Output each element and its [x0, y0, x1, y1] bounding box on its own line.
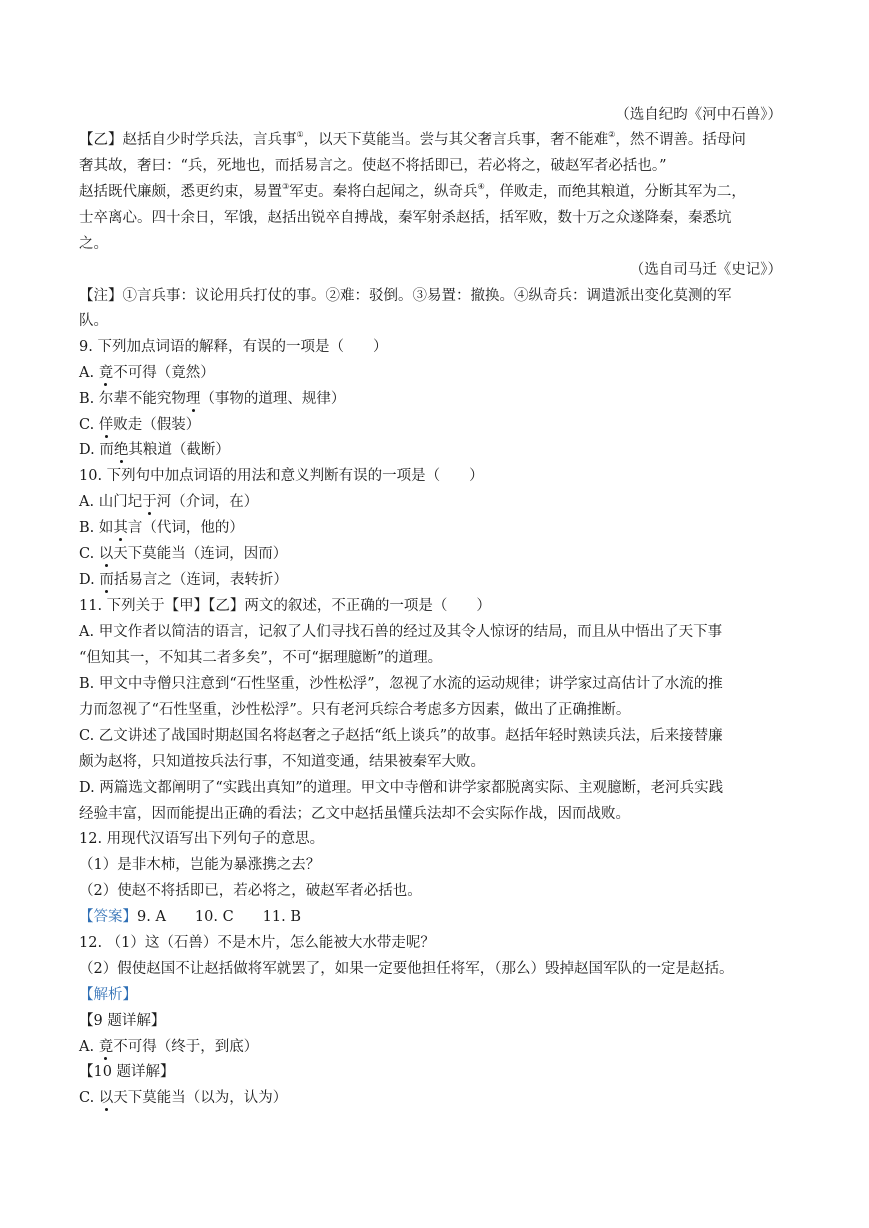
- question-9-stem: 9. 下列加点词语的解释，有误的一项是（ ）: [79, 339, 388, 355]
- question-12-sentence-1: （1）是非木柿，岂能为暴涨携之去？: [79, 857, 321, 873]
- text-segment: ，然不谓善。括母问: [615, 132, 746, 148]
- dotted-word: 于: [142, 494, 157, 510]
- option-text: （事物的道理、规律）: [200, 391, 346, 407]
- question-11-stem: 11. 下列关于【甲】【乙】两文的叙述，不正确的一项是（ ）: [79, 598, 491, 614]
- option-text: D.: [79, 572, 100, 588]
- text-segment: ，佯败走，而绝其粮道，分断其军为二，: [484, 184, 746, 200]
- option-text: B. 尔辈不能究物: [79, 391, 186, 407]
- option-text: 不可得（竟然）: [113, 365, 215, 381]
- dotted-word: 以: [98, 546, 114, 562]
- question-9-option-d: [79, 441, 789, 459]
- option-text: 败走（假装）: [113, 417, 201, 433]
- option-text: A.: [79, 365, 99, 381]
- option-text: 括易言之（连词，表转折）: [113, 572, 288, 588]
- question-10-option-b: [79, 519, 789, 537]
- option-text: A. 山门圮: [79, 494, 143, 510]
- footnote-marker: ①: [296, 130, 304, 139]
- option-text: A.: [79, 1039, 99, 1055]
- question-11-option-a-line-2: “但知其一，不知其二者多矣”，不可“据理臆断”的道理。: [79, 650, 443, 666]
- question-11-option-d-line-1: D. 两篇选文都阐明了“实践出真知”的道理。甲文中寺僧和讲学家都脱离实际、主观臆断，老河兵实践: [79, 780, 724, 796]
- yi-paragraph-2-line-2: 士卒离心。四十余日，军饿，赵括出锐卒自搏战，秦军射杀赵括，括军败，数十万之众遂降秦，秦悉坑: [79, 210, 732, 226]
- answer-line: [79, 908, 789, 926]
- dotted-word: 理: [185, 391, 201, 407]
- analysis-q9-option-a: [79, 1038, 789, 1056]
- yi-label: 【乙】: [79, 132, 123, 148]
- yi-paragraph-1-line-2: 奢其故，奢曰：“兵，死地也，而括易言之。使赵不将括即已，若必将之，破赵军者必括也。”: [79, 158, 667, 174]
- dotted-word: 以: [98, 1090, 114, 1106]
- option-text: 天下莫能当（以为，认为）: [113, 1090, 288, 1106]
- analysis-q10-heading: 【10 题详解】: [79, 1064, 175, 1080]
- option-text: 其粮道（截断）: [128, 442, 230, 458]
- text-segment: 赵括自少时学兵法，言兵事: [122, 132, 297, 148]
- dotted-word: 绝: [113, 442, 129, 458]
- question-11-option-c-line-1: C. 乙文讲述了战国时期赵国名将赵奢之子赵括“纸上谈兵”的故事。赵括年轻时熟读兵法，后来接替廉: [79, 728, 723, 744]
- text-segment: 赵括既代廉颇，悉更约束，易置: [79, 184, 282, 200]
- analysis-q10-option-c: [79, 1089, 789, 1107]
- analysis-q9-heading: 【9 题详解】: [79, 1013, 166, 1029]
- question-11-option-b-line-2: 力而忽视了“石性坚重，沙性松浮”。只有老河兵综合考虑多方因素，做出了正确推断。: [79, 702, 631, 718]
- option-text: 河（介词，在）: [156, 494, 259, 510]
- option-text: C.: [79, 417, 99, 433]
- answer-q12-1: 12. （1）这（石兽）不是木片，怎么能被大水带走呢？: [79, 935, 435, 951]
- dotted-word: 竟: [98, 365, 114, 381]
- question-11-option-d-line-2: 经验丰富，因而能提出正确的看法；乙文中赵括虽懂兵法却不会实际作战，因而战败。: [79, 806, 630, 822]
- question-10-stem: 10. 下列句中加点词语的用法和意义判断有误的一项是（ ）: [79, 468, 484, 484]
- option-text: C.: [79, 1090, 99, 1106]
- footnote-marker: ③: [282, 182, 290, 191]
- yi-paragraph-2-line-3: 之。: [79, 236, 108, 252]
- text-segment: ，以天下莫能当。尝与其父奢言兵事，奢不能难: [303, 132, 609, 148]
- notes-line-2: 队。: [79, 313, 108, 329]
- answer-label: 【答案】: [79, 909, 137, 925]
- option-text: C.: [79, 546, 99, 562]
- question-11-option-c-line-2: 颇为赵将，只知道按兵法行事，不知道变通，结果被秦军大败。: [79, 754, 485, 770]
- analysis-label: 【解析】: [79, 987, 137, 1003]
- yi-paragraph-2-line-1: [79, 183, 789, 201]
- answer-q12-2: （2）假使赵国不让赵括做将军就罢了，如果一定要他担任将军，（那么）毁掉赵国军队的一定是赵括。: [79, 961, 734, 977]
- dotted-word: 佯: [98, 417, 114, 433]
- question-11-option-a-line-1: A. 甲文作者以简洁的语言，记叙了人们寻找石兽的经过及其令人惊讶的结局，而且从中悟出了天下事: [79, 624, 723, 640]
- question-10-option-a: [79, 493, 789, 511]
- question-12-sentence-2: （2）使赵不将括即已，若必将之，破赵军者必括也。: [79, 883, 422, 899]
- option-text: 言（代词，他的）: [127, 520, 244, 536]
- question-9-option-c: [79, 416, 789, 434]
- option-text: B. 如: [79, 520, 114, 536]
- option-text: 不可得（终于，到底）: [113, 1039, 259, 1055]
- question-9-option-b: [79, 390, 789, 408]
- question-10-option-d: [79, 571, 789, 589]
- source-citation-yi: （选自司马迁《史记》）: [629, 262, 782, 278]
- dotted-word: 其: [113, 520, 128, 536]
- answer-text: 9. A 10. C 11. B: [137, 909, 302, 925]
- question-10-option-c: [79, 545, 789, 563]
- dotted-word: 竟: [98, 1039, 114, 1055]
- option-text: 天下莫能当（连词，因而）: [113, 546, 288, 562]
- notes-line-1: 【注】①言兵事：议论用兵打仗的事。②难：驳倒。③易置：撤换。④纵奇兵：调遣派出变化莫测的军: [79, 288, 732, 304]
- dotted-word: 而: [99, 572, 114, 588]
- yi-paragraph-1-line-1: [79, 131, 789, 149]
- question-9-option-a: [79, 364, 789, 382]
- footnote-marker: ④: [477, 182, 485, 191]
- text-segment: 军吏。秦将白起闻之，纵奇兵: [289, 184, 478, 200]
- question-12-stem: 12. 用现代汉语写出下列句子的意思。: [79, 831, 325, 847]
- source-citation-jia: （选自纪昀《河中石兽》）: [615, 107, 782, 123]
- footnote-marker: ②: [608, 130, 616, 139]
- option-text: D. 而: [79, 442, 114, 458]
- question-11-option-b-line-1: B. 甲文中寺僧只注意到“石性坚重，沙性松浮”，忽视了水流的运动规律；讲学家过高估计了水流的推: [79, 676, 723, 692]
